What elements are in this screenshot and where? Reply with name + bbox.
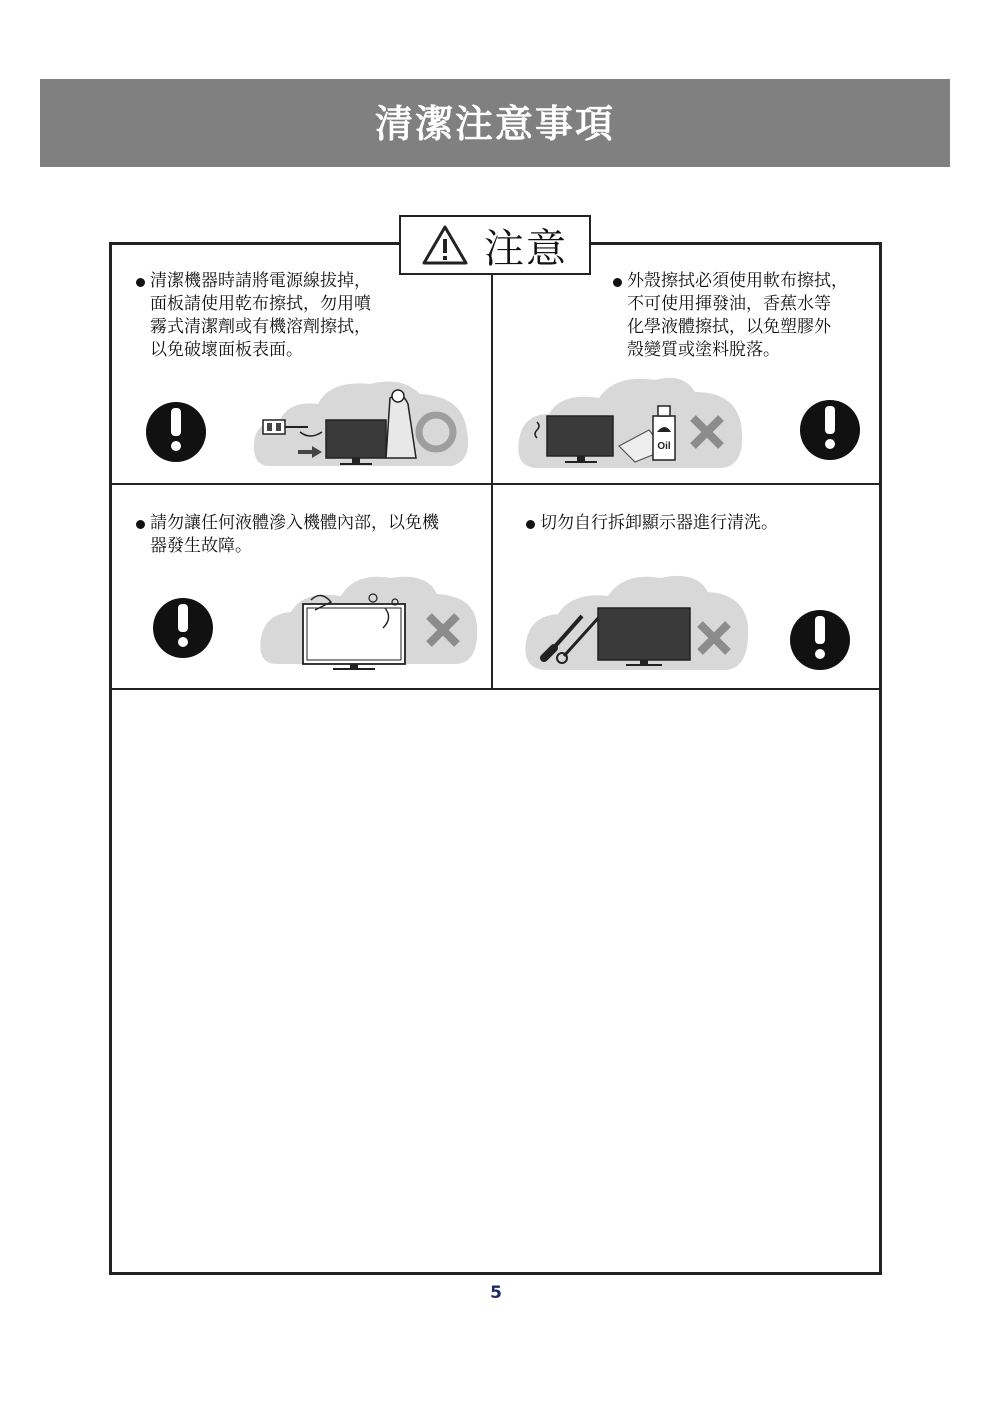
exclamation-icon	[146, 402, 206, 462]
text-line: 清潔機器時請將電源線拔掉，	[150, 271, 371, 291]
panel-1-text	[150, 270, 371, 362]
exclamation-icon	[800, 400, 860, 460]
text-line: 器發生故障。	[150, 536, 252, 556]
text-line: 切勿自行拆卸顯示器進行清洗。	[540, 513, 778, 533]
text-line: 以免破壞面板表面。	[150, 340, 303, 360]
header-bar	[40, 79, 950, 167]
tv-monitor-icon	[303, 604, 405, 670]
tv-monitor-icon	[535, 416, 613, 463]
tv-monitor-icon	[598, 608, 690, 666]
panel-4-illustration	[520, 570, 870, 675]
panel-2-text	[627, 270, 848, 362]
page-title: 清潔注意事項	[374, 102, 615, 146]
panel-3-illustration	[145, 570, 485, 675]
exclamation-icon	[790, 610, 850, 670]
bullet-dot	[136, 278, 145, 287]
divider-horizontal-top	[109, 483, 879, 485]
text-line: 化學液體擦拭，以免塑膠外	[627, 317, 831, 337]
page-number: 5	[490, 1283, 502, 1303]
panel-2-illustration	[515, 370, 865, 475]
bullet-dot	[136, 520, 145, 529]
text-line: 請勿讓任何液體滲入機體內部，以免機	[150, 513, 439, 533]
text-line: 殼變質或塗料脫落。	[627, 340, 780, 360]
text-line: 不可使用揮發油，香蕉水等	[627, 294, 831, 314]
oil-label: Oil	[657, 441, 671, 452]
bullet-dot	[526, 520, 535, 529]
divider-horizontal-bottom	[109, 688, 879, 690]
exclamation-icon	[153, 598, 213, 658]
warning-triangle-icon	[422, 225, 468, 265]
bullet-dot	[613, 278, 622, 287]
caution-box	[399, 215, 591, 275]
panel-3-text	[150, 512, 439, 558]
caution-label: 注意	[484, 225, 568, 272]
text-line: 霧式清潔劑或有機溶劑擦拭，	[150, 317, 371, 337]
tv-monitor-icon	[326, 420, 386, 465]
divider-vertical	[491, 242, 493, 689]
text-line: 外殼擦拭必須使用軟布擦拭，	[627, 271, 848, 291]
panel-4-text	[540, 512, 778, 535]
panel-1-illustration	[140, 370, 480, 475]
text-line: 面板請使用乾布擦拭，勿用噴	[150, 294, 371, 314]
